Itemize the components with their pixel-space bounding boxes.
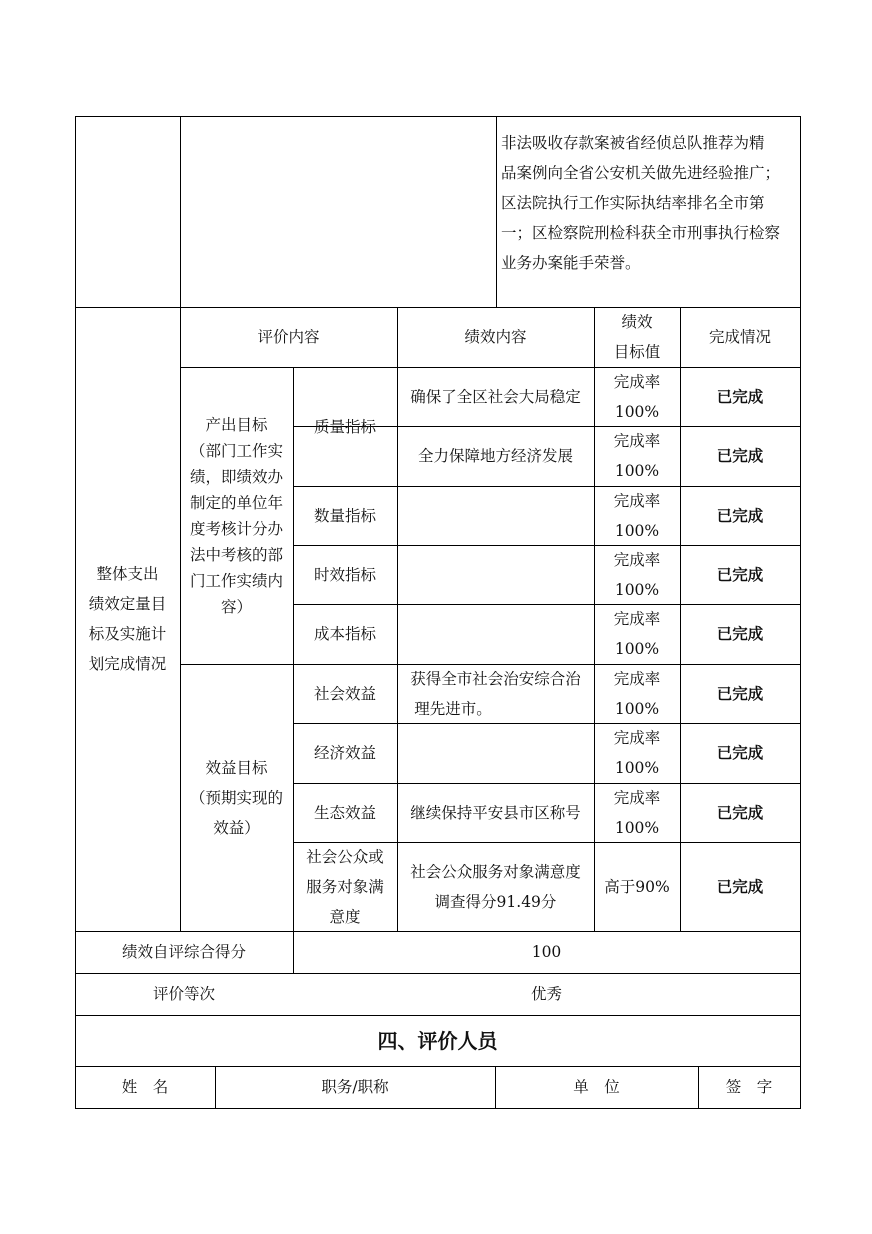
header-content: 评价内容: [257, 328, 320, 346]
target-line: 完成率: [613, 550, 661, 569]
status-cell: 已完成: [716, 565, 764, 584]
personnel-header-signature: 签 字: [725, 1078, 773, 1096]
performance-line: 理先进市。: [414, 699, 492, 718]
target-line: 100%: [614, 580, 660, 599]
continuation-line: 一；区检察院刑检科获全市刑事执行检察: [501, 224, 781, 242]
target-cell: 高于90%: [604, 877, 670, 896]
grade-label: 评价等次: [152, 985, 215, 1003]
score-value: 100: [531, 943, 562, 961]
output-target-group: [180, 367, 293, 664]
performance-cell: 全力保障地方经济发展: [417, 447, 573, 465]
target-line: 完成率: [613, 788, 661, 807]
target-line: 完成率: [613, 610, 661, 628]
header-target: [594, 307, 680, 367]
output-group-line: 法中考核的部: [189, 545, 283, 564]
indicator-timeliness: 时效指标: [313, 565, 376, 584]
status-cell: 已完成: [716, 506, 764, 525]
output-group-line: 产出目标: [205, 415, 268, 434]
target-line: 完成率: [613, 669, 661, 688]
output-group-line: 制定的单位年: [189, 493, 283, 512]
benefit-target-group: [180, 664, 293, 931]
section-label-line: 划完成情况: [88, 655, 167, 673]
header-performance: 绩效内容: [464, 328, 527, 346]
indicator-line: 服务对象满: [306, 877, 384, 896]
header-target-line: 目标值: [613, 343, 661, 361]
target-cell: [594, 367, 680, 426]
target-line: 100%: [614, 521, 660, 540]
indicator-quality: 质量指标: [313, 417, 376, 436]
status-cell: 已完成: [716, 625, 764, 643]
target-line: 100%: [614, 402, 660, 421]
target-line: 100%: [614, 818, 660, 837]
grade-value: 优秀: [530, 985, 562, 1003]
indicator-line: 意度: [329, 907, 361, 926]
continuation-line: 品案例向全省公安机关做先进经验推广；: [501, 164, 781, 182]
indicator-economic-benefit: 经济效益: [313, 744, 376, 762]
header-status: 完成情况: [708, 328, 771, 346]
target-line: 100%: [614, 759, 660, 777]
target-cell: [594, 545, 680, 604]
benefit-group-line: 效益目标: [205, 758, 268, 777]
target-cell: [594, 783, 680, 842]
section-label-line: 整体支出: [96, 565, 159, 583]
header-target-line: 绩效: [621, 313, 653, 331]
continuation-line: 非法吸收存款案被省经侦总队推荐为精: [501, 134, 765, 152]
status-cell: 已完成: [716, 803, 764, 822]
target-line: 完成率: [613, 491, 661, 510]
target-cell: [594, 604, 680, 664]
section-label-line: 标及实施计: [88, 625, 167, 643]
indicator-social-benefit: 社会效益: [313, 684, 376, 703]
status-cell: 已完成: [716, 447, 764, 465]
target-cell: [594, 664, 680, 723]
section4-title: 四、评价人员: [377, 1028, 498, 1053]
indicator-quantity: 数量指标: [313, 506, 376, 525]
target-line: 100%: [614, 640, 660, 658]
status-cell: 已完成: [716, 387, 764, 406]
performance-line: 获得全市社会治安综合治: [410, 669, 581, 688]
section-label: [75, 307, 180, 931]
continuation-text: [497, 116, 800, 307]
target-line: 完成率: [613, 729, 661, 747]
score-label: 绩效自评综合得分: [121, 943, 246, 961]
continuation-line: 区法院执行工作实际执结率排名全市第: [501, 194, 765, 212]
target-line: 100%: [614, 699, 660, 718]
target-line: 完成率: [613, 372, 661, 391]
target-cell: [594, 426, 680, 486]
status-cell: 已完成: [716, 877, 764, 896]
performance-cell: [397, 664, 594, 723]
target-line: 100%: [614, 462, 660, 480]
status-cell: 已完成: [716, 684, 764, 703]
target-cell: [594, 486, 680, 545]
status-cell: 已完成: [716, 744, 764, 762]
continuation-line: 业务办案能手荣誉。: [501, 254, 641, 272]
output-group-line: 容）: [220, 597, 252, 616]
performance-cell: [397, 842, 594, 931]
benefit-group-line: 效益）: [213, 818, 260, 837]
section-label-line: 绩效定量目: [88, 595, 167, 613]
output-group-line: 绩，即绩效办: [189, 467, 283, 486]
personnel-header-unit: 单 位: [573, 1078, 620, 1096]
indicator-line: 社会公众或: [306, 847, 384, 866]
target-cell: [594, 723, 680, 783]
personnel-header-title: 职务/职称: [321, 1078, 389, 1096]
output-group-line: 门工作实绩内: [189, 571, 283, 590]
indicator-cost: 成本指标: [313, 625, 376, 643]
output-group-line: （部门工作实: [189, 441, 283, 460]
performance-line: 社会公众服务对象满意度: [410, 862, 581, 881]
personnel-header-name: 姓 名: [121, 1078, 169, 1096]
performance-line: 调查得分91.49分: [434, 892, 557, 911]
output-group-line: 度考核计分办: [189, 519, 283, 538]
indicator-ecological-benefit: 生态效益: [313, 803, 376, 822]
target-line: 完成率: [613, 432, 661, 450]
indicator-satisfaction: [293, 842, 397, 931]
performance-cell: 确保了全区社会大局稳定: [410, 387, 581, 406]
performance-cell: 继续保持平安县市区称号: [410, 803, 581, 822]
benefit-group-line: （预期实现的: [189, 788, 283, 807]
